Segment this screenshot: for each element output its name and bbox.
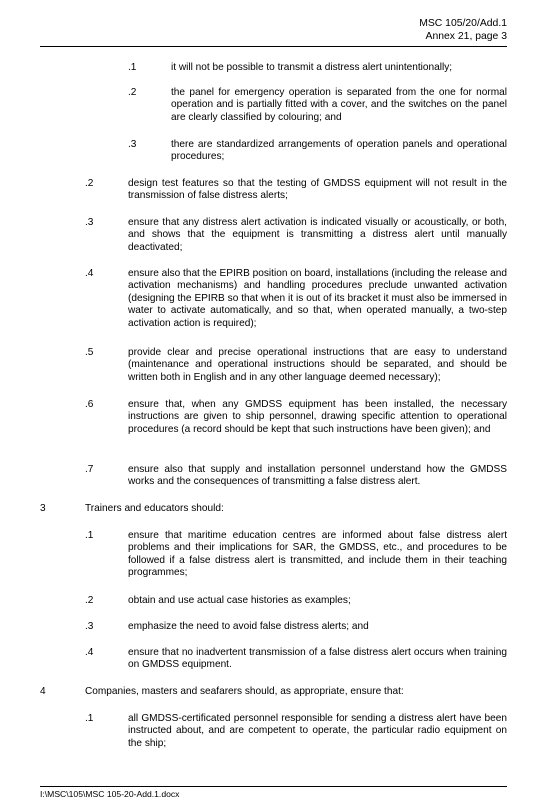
item-number: .3 bbox=[85, 621, 94, 632]
item-text: provide clear and precise operational instructions that are easy to understand (maintenance and operational instructions should be separated, and should be written both in English and in any other language deemed necessary); bbox=[128, 347, 507, 383]
item-number: .1 bbox=[128, 62, 137, 73]
item-number: .7 bbox=[85, 464, 94, 475]
item-text: design test features so that the testing of GMDSS equipment will not result in the transmission of false distress alerts; bbox=[128, 178, 507, 202]
item-text: all GMDSS-certificated personnel responsible for sending a distress alert have been instructed about, and are competent to operate, the particular radio equipment on the ship; bbox=[128, 713, 507, 749]
item-number: .4 bbox=[85, 268, 94, 279]
item-text: ensure that maritime education centres are informed about false distress alert problems and their implications for SAR, the GMDSS, etc., and procedures to be followed if a false distress alert is transmitted, and include them in their teaching programmes; bbox=[128, 530, 507, 579]
item-text: ensure that, when any GMDSS equipment has been installed, the necessary instructions are given to ship personnel, drawing specific attention to operational procedures (a record should be kept that such instructions have been given); and bbox=[128, 399, 507, 435]
item-number: .5 bbox=[85, 347, 94, 358]
header-rule bbox=[40, 46, 507, 47]
item-text: the panel for emergency operation is separated from the one for normal operation and is partially fitted with a cover, and the switches on the panel are clearly classified by colouring; and bbox=[171, 87, 507, 123]
item-text: obtain and use actual case histories as examples; bbox=[128, 595, 351, 606]
page-reference: Annex 21, page 3 bbox=[425, 30, 507, 42]
footer-rule bbox=[40, 786, 507, 787]
section-number: 4 bbox=[40, 686, 46, 697]
item-number: .1 bbox=[85, 713, 94, 724]
item-number: .4 bbox=[85, 647, 94, 658]
item-number: .3 bbox=[128, 139, 137, 150]
item-text: there are standardized arrangements of operation panels and operational procedures; bbox=[171, 139, 507, 163]
item-number: .2 bbox=[85, 178, 94, 189]
section-title: Trainers and educators should: bbox=[85, 503, 224, 514]
footer-file-path: I:\MSC\105\MSC 105-20-Add.1.docx bbox=[40, 789, 180, 799]
item-number: .2 bbox=[128, 87, 137, 98]
item-number: .1 bbox=[85, 530, 94, 541]
item-text: ensure also that supply and installation personnel understand how the GMDSS works and the consequences of transmitting a false distress alert. bbox=[128, 464, 507, 488]
section-title: Companies, masters and seafarers should, as appropriate, ensure that: bbox=[85, 686, 404, 697]
item-text: it will not be possible to transmit a distress alert unintentionally; bbox=[171, 62, 453, 73]
item-text: emphasize the need to avoid false distress alerts; and bbox=[128, 621, 369, 632]
item-number: .2 bbox=[85, 595, 94, 606]
page-header bbox=[419, 18, 507, 43]
item-text: ensure that no inadvertent transmission of a false distress alert occurs when training on GMDSS equipment. bbox=[128, 647, 507, 671]
document-reference: MSC 105/20/Add.1 bbox=[419, 18, 507, 29]
item-text: ensure also that the EPIRB position on board, installations (including the release and activation mechanisms) and handling procedures preclude unwanted activation (designing the EPIRB so that when it is out of its bracket it must also be immersed in water to activate automatically, and so that, when operated manually, a two-step activation action is required); bbox=[128, 268, 507, 329]
item-number: .6 bbox=[85, 399, 94, 410]
item-number: .3 bbox=[85, 217, 94, 228]
item-text: ensure that any distress alert activation is indicated visually or acoustically, or both, and shows that the equipment is transmitting a distress alert until manually deactivated; bbox=[128, 217, 507, 253]
section-number: 3 bbox=[40, 503, 46, 514]
